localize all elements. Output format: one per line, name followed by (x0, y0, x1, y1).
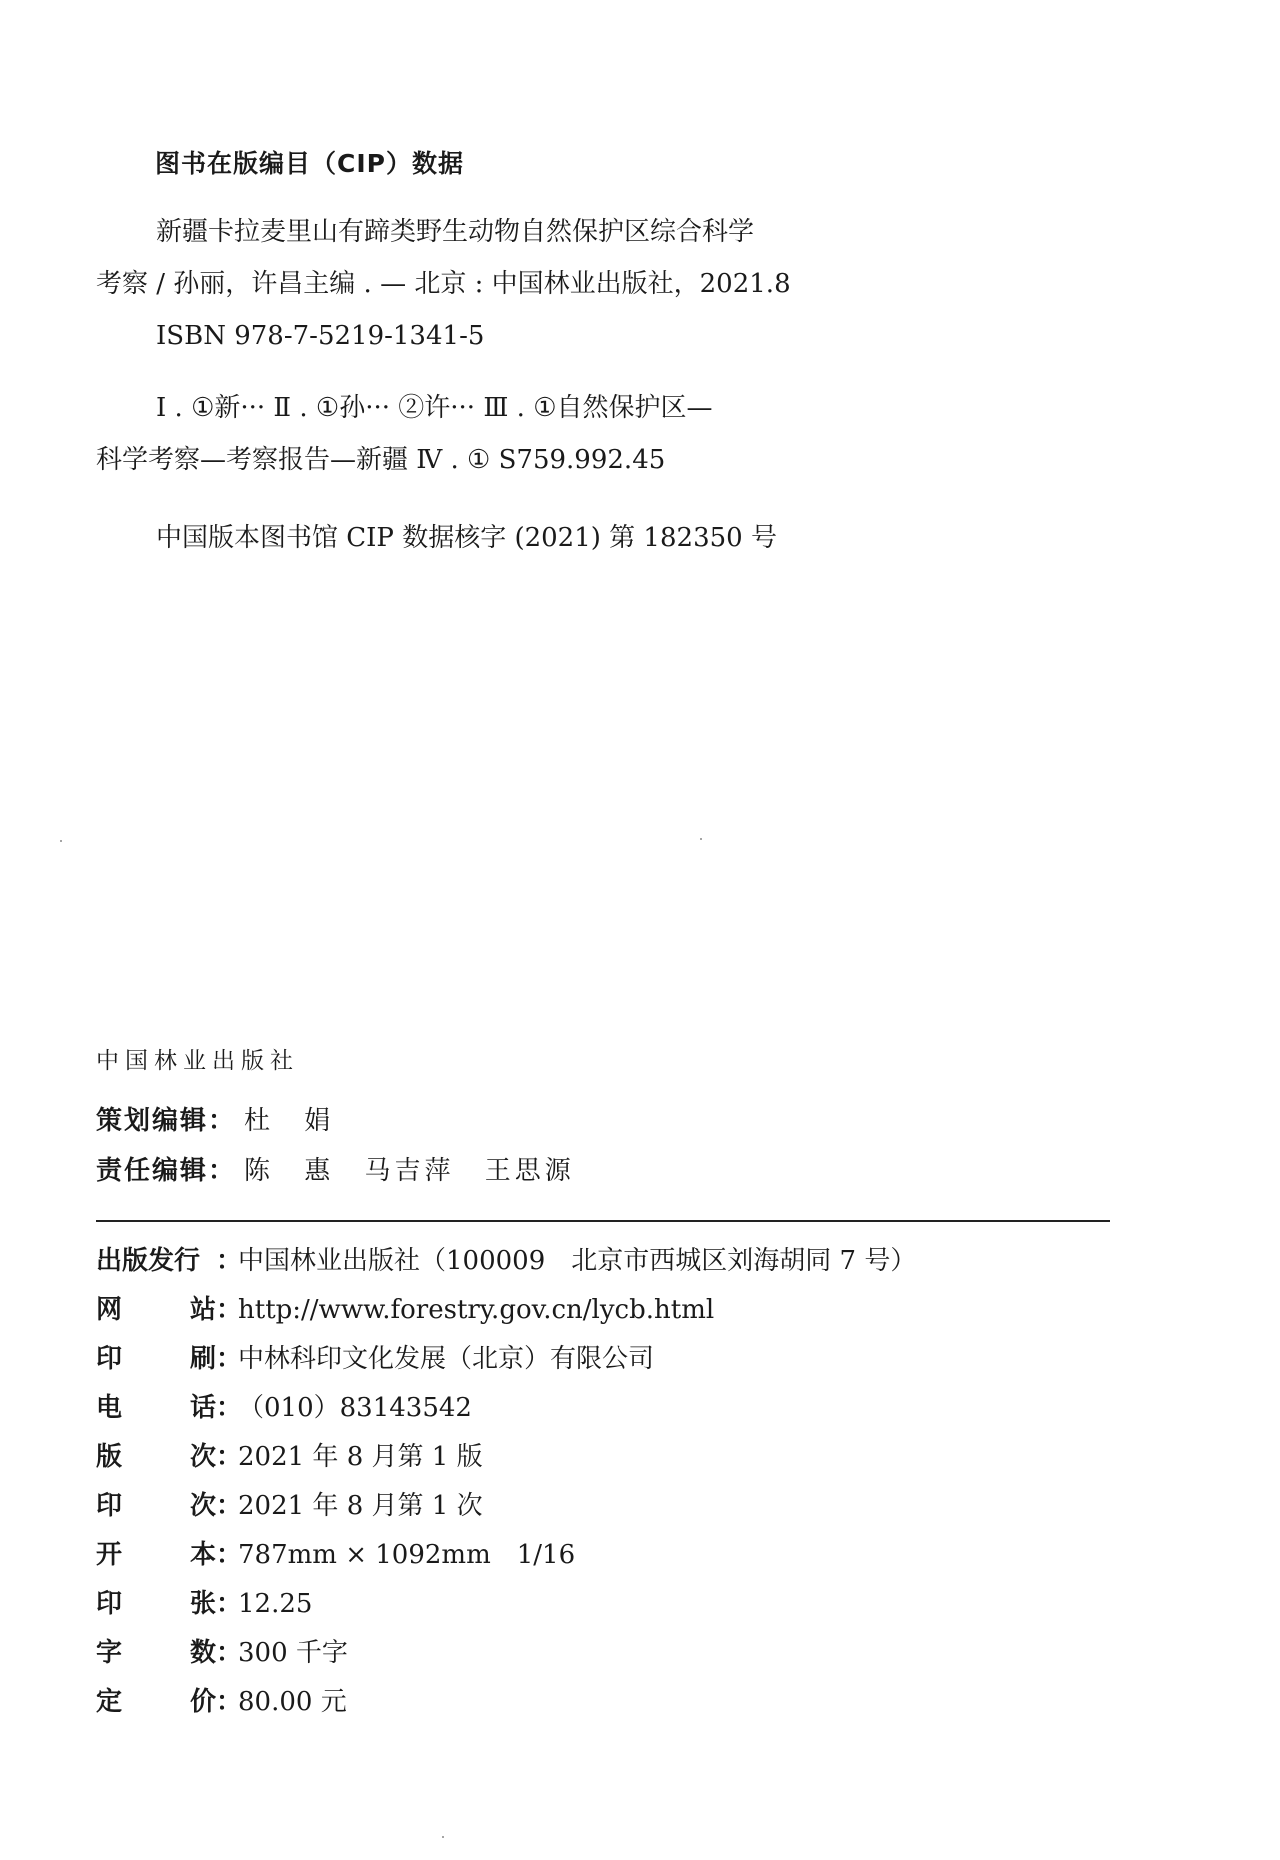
info-value: 300 千字 (238, 1638, 348, 1668)
planning-editor (96, 1100, 334, 1137)
info-label: 字 数 (96, 1638, 216, 1668)
info-colon: ： (216, 1393, 243, 1423)
classification-line-1: Ⅰ . ①新··· Ⅱ . ①孙··· ②许··· Ⅲ . ①自然保护区— (156, 393, 713, 423)
info-row-word-count (96, 1632, 1096, 1681)
info-colon: ： (216, 1687, 243, 1717)
info-row-printer (96, 1338, 1096, 1387)
info-colon: ： (216, 1540, 243, 1570)
info-value: 80.00 元 (238, 1687, 347, 1717)
responsible-editor-label: 责任编辑： (96, 1156, 237, 1186)
info-row-website (96, 1289, 1096, 1338)
info-value: 中林科印文化发展（北京）有限公司 (238, 1344, 655, 1374)
publication-info (96, 1240, 1096, 1730)
classification-line-2: 科学考察—考察报告—新疆 Ⅳ . ① S759.992.45 (96, 445, 666, 475)
info-colon: ： (216, 1589, 243, 1619)
info-value: 2021 年 8 月第 1 版 (238, 1442, 483, 1472)
info-colon: ： (216, 1491, 243, 1521)
info-row-publisher (96, 1240, 1096, 1289)
print-speck (60, 840, 62, 842)
info-row-edition (96, 1436, 1096, 1485)
info-row-impression (96, 1485, 1096, 1534)
info-label: 开 本 (96, 1540, 216, 1570)
cip-title-line-1: 新疆卡拉麦里山有蹄类野生动物自然保护区综合科学 (156, 217, 755, 247)
info-row-sheets (96, 1583, 1096, 1632)
cip-heading: 图书在版编目（CIP）数据 (155, 149, 464, 178)
info-label: 印 刷 (96, 1344, 216, 1374)
info-label: 网 站 (96, 1295, 216, 1325)
cip-title-line-2: 考察 / 孙丽，许昌主编 . — 北京 : 中国林业出版社，2021.8 (96, 269, 791, 299)
cip-classification (96, 382, 856, 486)
info-value: 787mm × 1092mm 1/16 (238, 1540, 576, 1570)
isbn (96, 310, 856, 362)
info-row-price (96, 1681, 1096, 1730)
responsible-editor-value: 陈 惠 马吉萍 王思源 (244, 1156, 575, 1186)
info-colon: ： (216, 1246, 243, 1276)
info-label: 版 次 (96, 1442, 216, 1472)
planning-editor-label: 策划编辑： (96, 1106, 237, 1136)
info-value: 12.25 (238, 1589, 313, 1619)
isbn-text: ISBN 978-7-5219-1341-5 (156, 321, 485, 351)
info-label: 出版发行 (96, 1246, 201, 1276)
info-label: 电 话 (96, 1393, 216, 1423)
info-value: 2021 年 8 月第 1 次 (238, 1491, 483, 1521)
info-colon: ： (216, 1638, 243, 1668)
divider-rule (96, 1220, 1110, 1222)
info-label: 印 次 (96, 1491, 216, 1521)
planning-editor-value: 杜 娟 (244, 1106, 335, 1136)
info-value: （010）83143542 (238, 1393, 472, 1423)
responsible-editor (96, 1150, 575, 1187)
info-label: 定 价 (96, 1687, 216, 1717)
info-colon: ： (216, 1442, 243, 1472)
publisher-name: 中国林业出版社 (96, 1048, 299, 1074)
info-label: 印 张 (96, 1589, 216, 1619)
info-value: http://www.forestry.gov.cn/lycb.html (238, 1295, 715, 1325)
info-row-format (96, 1534, 1096, 1583)
cip-data-number (96, 512, 856, 564)
info-row-phone (96, 1387, 1096, 1436)
info-value: 中国林业出版社（100009 北京市西城区刘海胡同 7 号） (238, 1246, 917, 1276)
print-speck (442, 1836, 444, 1838)
cip-number-text: 中国版本图书馆 CIP 数据核字 (2021) 第 182350 号 (156, 523, 777, 553)
print-speck (700, 838, 702, 840)
info-colon: ： (216, 1295, 243, 1325)
info-colon: ： (216, 1344, 243, 1374)
cip-title-entry (96, 206, 856, 310)
